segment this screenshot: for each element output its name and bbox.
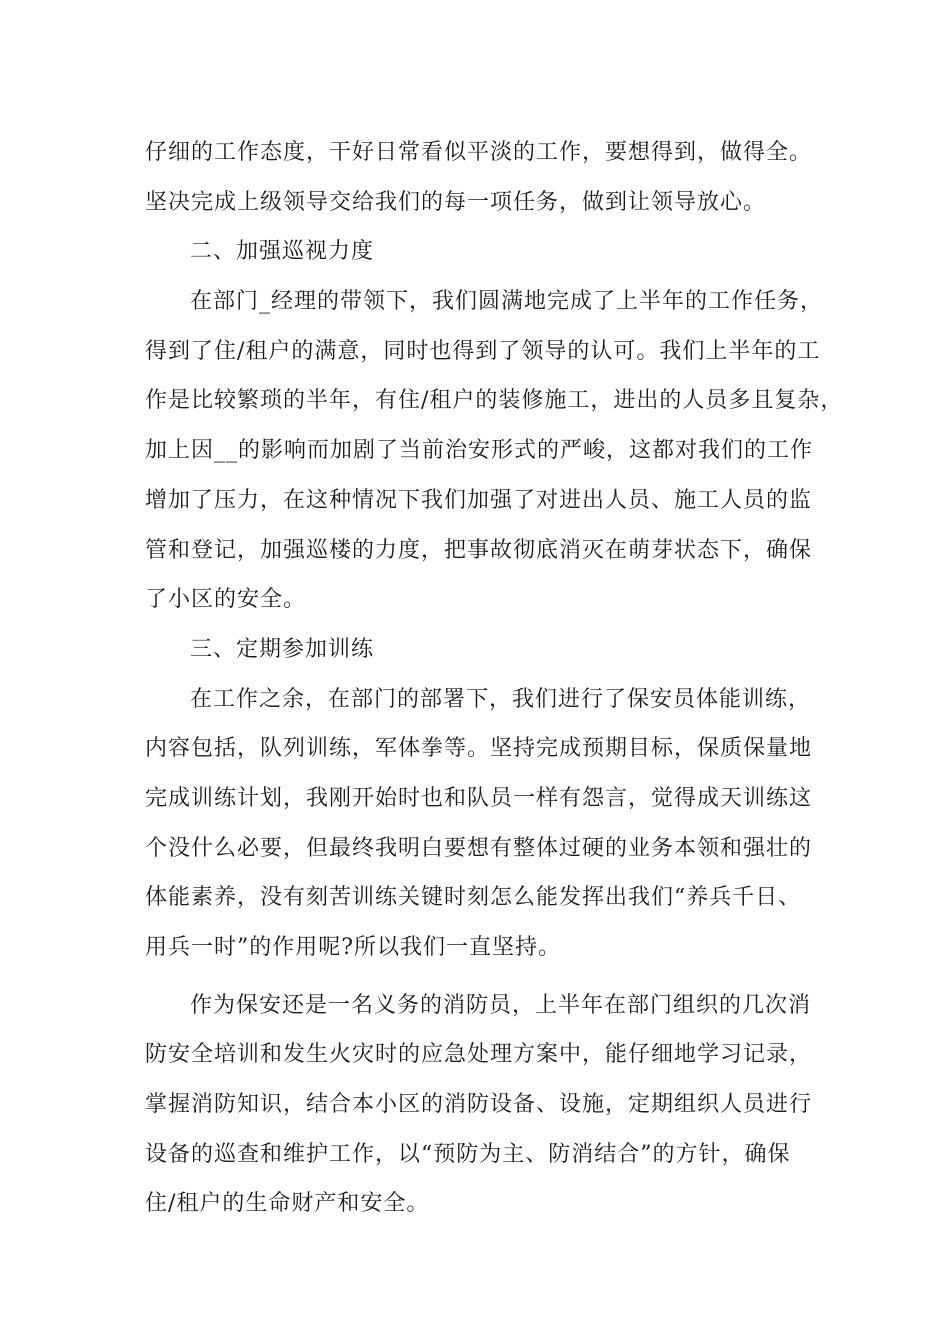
text-line: 体能素养，没有刻苦训练关键时刻怎么能发挥出我们“养兵千日、	[145, 885, 802, 911]
text-line: 在工作之余，在部门的部署下，我们进行了保安员体能训练，	[190, 686, 812, 712]
text-line: 用兵一时”的作用呢?所以我们一直坚持。	[145, 935, 562, 960]
text-line: 得到了住/租户的满意，同时也得到了领导的认可。我们上半年的工	[145, 338, 821, 364]
text-line: 掌握消防知识，结合本小区的消防设备、设施，定期组织人员进行	[145, 1092, 813, 1118]
text-line: 个没什么必要，但最终我明白要想有整体过硬的业务本领和强壮的	[145, 835, 813, 861]
text-line: 防安全培训和发生火灾时的应急处理方案中，能仔细地学习记录，	[145, 1042, 813, 1068]
text-line: 坚决完成上级领导交给我们的每一项任务，做到让领导放心。	[145, 189, 767, 215]
text-line: 仔细的工作态度，干好日常看似平淡的工作，要想得到，做得全。	[145, 140, 813, 165]
document-body	[145, 128, 844, 1229]
text-line: 加上因__的影响而加剧了当前治安形式的严峻，这都对我们的工作	[145, 438, 814, 464]
paragraph-gap	[145, 973, 815, 981]
text-line: 作为保安还是一名义务的消防员，上半年在部门组织的几次消	[190, 992, 812, 1018]
section-heading: 二、加强巡视力度	[190, 239, 375, 265]
text-line: 住/租户的生命财产和安全。	[145, 1191, 430, 1217]
text-line: 内容包括，队列训练，军体拳等。坚持完成预期目标，保质保量地	[145, 736, 813, 762]
text-line: 完成训练计划，我刚开始时也和队员一样有怨言，觉得成天训练这	[145, 785, 813, 811]
text-line: 在部门_经理的带领下，我们圆满地完成了上半年的工作任务，	[190, 289, 824, 315]
text-line: 设备的巡查和维护工作，以“预防为主、防消结合”的方针，确保	[145, 1141, 791, 1167]
text-line: 了小区的安全。	[145, 587, 307, 613]
text-line: 管和登记，加强巡楼的力度，把事故彻底消灭在萌芽状态下，确保	[145, 537, 813, 563]
text-line: 作是比较繁琐的半年，有住/租户的装修施工，进出的人员多且复杂，	[145, 388, 844, 414]
text-line: 增加了压力，在这种情况下我们加强了对进出人员、施工人员的监	[145, 487, 813, 513]
section-heading: 三、定期参加训练	[190, 636, 375, 662]
